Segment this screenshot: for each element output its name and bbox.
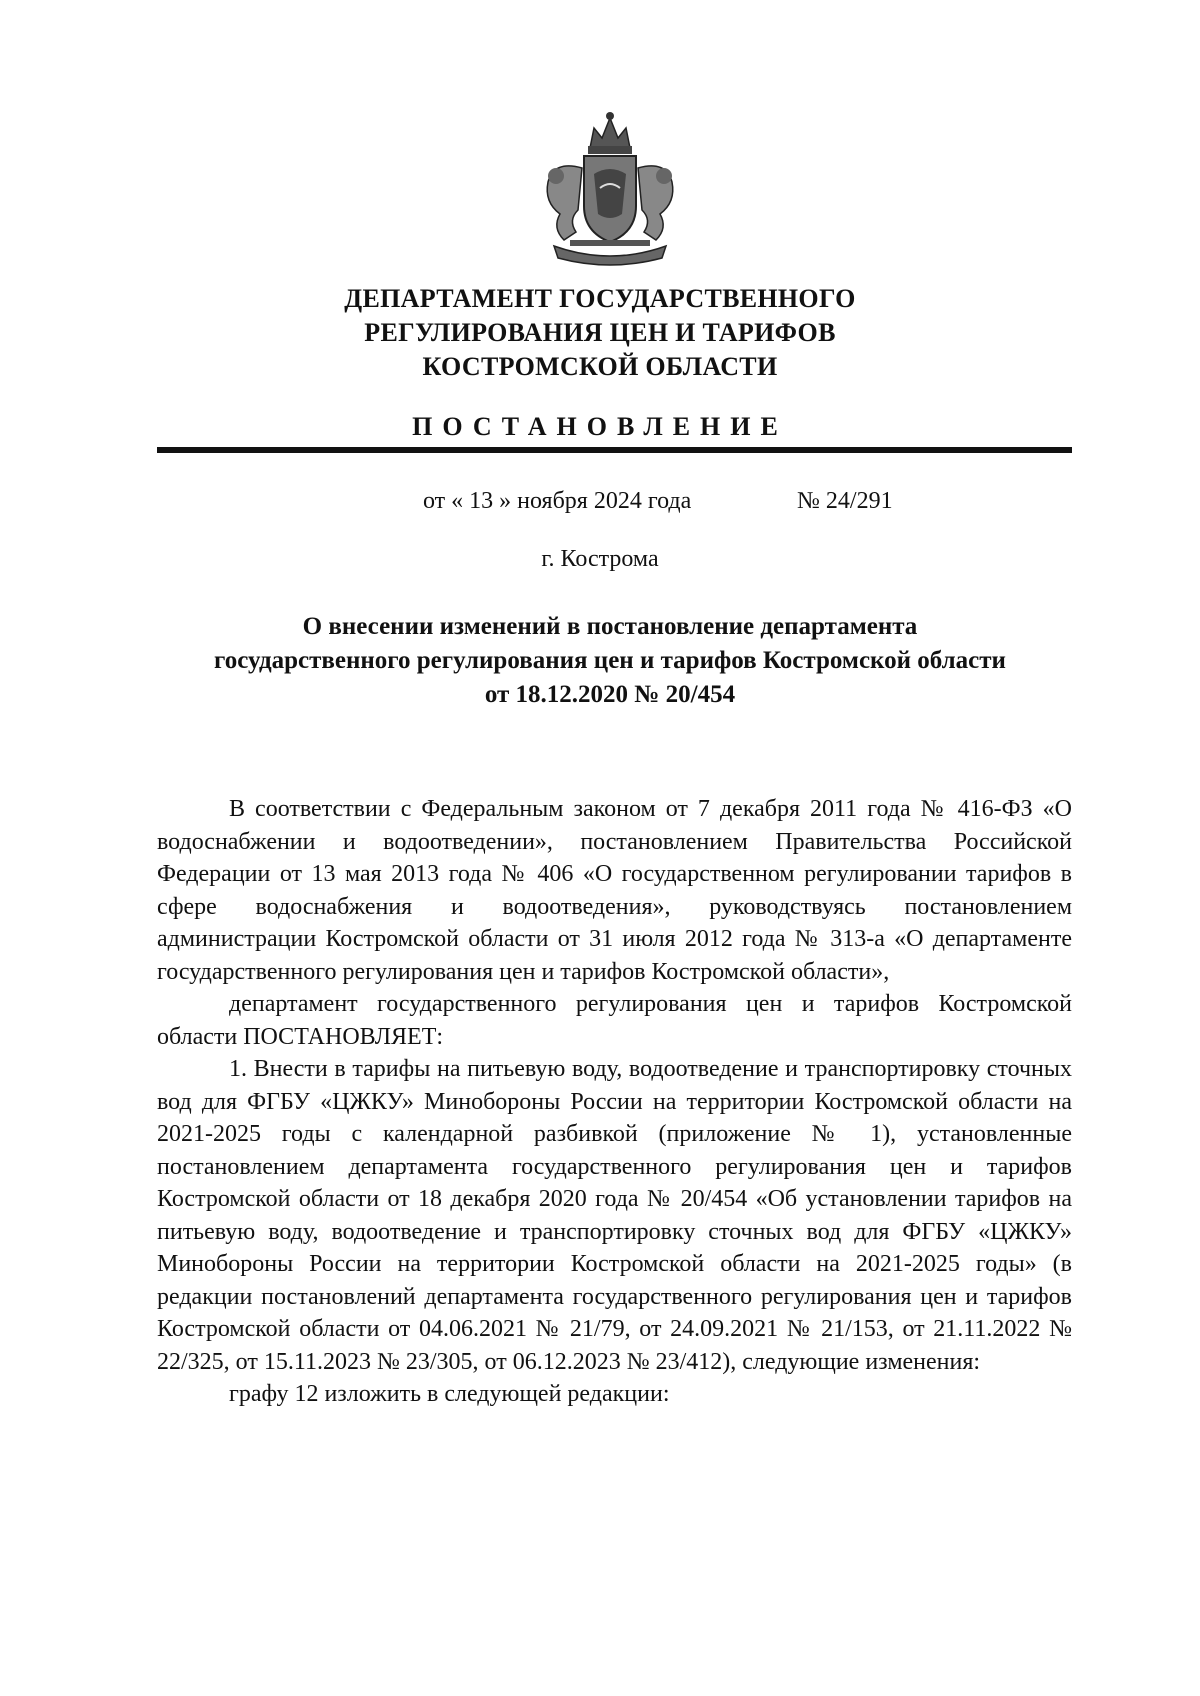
organization-name <box>0 282 1200 384</box>
coat-of-arms-icon <box>534 110 686 270</box>
paragraph-column-12: графу 12 изложить в следующей редакции: <box>229 1381 670 1407</box>
document-city: г. Кострома <box>541 546 659 572</box>
document-type: ПОСТАНОВЛЕНИЕ <box>412 412 788 441</box>
org-line-3: КОСТРОМСКОЙ ОБЛАСТИ <box>422 352 778 381</box>
org-line-2: РЕГУЛИРОВАНИЯ ЦЕН И ТАРИФОВ <box>364 318 836 347</box>
header-divider <box>157 447 1072 453</box>
paragraph-preamble: В соответствии с Федеральным законом от 7 декабря 2011 года № 416-ФЗ «О водоснабжении и водоотведении», постановлением Правительства Российской Федерации от 13 мая 2013 года № 406 «О государственном регулировании тарифов в сфере водоснабжения и водоотведения», руководствуясь постановлением администрации Костромской области от 31 июля 2012 года № 313-а «О департаменте государственного регулирования цен и тарифов Костромской области», <box>157 796 1072 985</box>
paragraph-item-1: 1. Внести в тарифы на питьевую воду, водоотведение и транспортировку сточных вод для ФГБУ «ЦЖКУ» Минобороны России на территории Костромской области на 2021-2025 годы с календарной разбивкой (приложение № 1), установленные постановлением департамента государственного регулирования цен и тарифов Костромской области от 18 декабря 2020 года № 20/454 «Об установлении тарифов на питьевую воду, водоотведение и транспортировку сточных вод для ФГБУ «ЦЖКУ» Минобороны России на территории Костромской области на 2021-2025 годы» (в редакции постановлений департамента государственного регулирования цен и тарифов Костромской области от 04.06.2021 № 21/79, от 24.09.2021 № 21/153, от 21.11.2022 № 22/325, от 15.11.2023 № 23/305, от 06.12.2023 № 23/412), следующие изменения: <box>157 1056 1072 1375</box>
paragraph-resolves: департамент государственного регулирования цен и тарифов Костромской области ПОСТАНОВЛЯЕТ: <box>157 991 1072 1050</box>
org-line-1: ДЕПАРТАМЕНТ ГОСУДАРСТВЕННОГО <box>344 284 856 313</box>
document-date: от « 13 » ноября 2024 года <box>423 488 692 514</box>
title-line-2: государственного регулирования цен и тарифов Костромской области <box>214 647 1006 674</box>
document-title <box>150 610 1070 712</box>
title-line-3: от 18.12.2020 № 20/454 <box>484 681 736 708</box>
document-body <box>157 793 1072 1411</box>
document-number: № 24/291 <box>797 488 893 514</box>
title-line-1: О внесении изменений в постановление департамента <box>302 613 918 640</box>
